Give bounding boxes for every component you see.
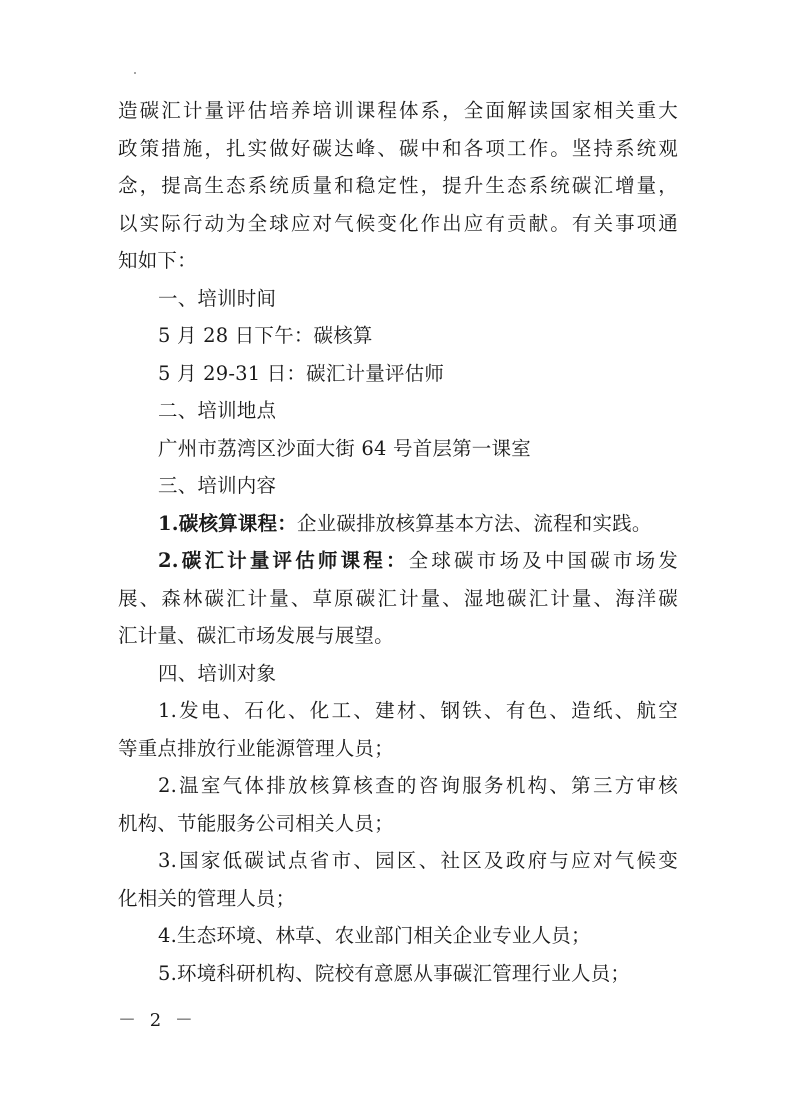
course-item bbox=[118, 505, 678, 543]
intro-line: 造碳汇计量评估培养培训课程体系，全面解读国家相关重大 bbox=[118, 99, 678, 122]
course-title: 2.碳汇计量评估师课程： bbox=[158, 549, 409, 572]
scan-speck bbox=[134, 72, 136, 74]
audience-item: 4.生态环境、林草、农业部门相关企业专业人员； bbox=[158, 924, 591, 947]
schedule-item: 5 月 29-31 日：碳汇计量评估师 bbox=[158, 361, 445, 385]
page-body bbox=[118, 92, 678, 992]
audience-item: 2.温室气体排放核算核查的咨询服务机构、第三方审核 bbox=[158, 774, 678, 797]
location-address: 广州市荔湾区沙面大街 64 号首层第一课室 bbox=[158, 436, 531, 460]
intro-line: 念，提高生态系统质量和稳定性，提升生态系统碳汇增量， bbox=[118, 174, 678, 197]
course-item bbox=[118, 542, 678, 580]
course-description-line: 汇计量、碳汇市场发展与展望。 bbox=[118, 624, 394, 647]
course-description: 企业碳排放核算基本方法、流程和实践。 bbox=[296, 511, 652, 535]
section-heading-content: 三、培训内容 bbox=[158, 474, 277, 497]
audience-item: 3.国家低碳试点省市、园区、社区及政府与应对气候变 bbox=[158, 849, 678, 872]
section-heading-location: 二、培训地点 bbox=[158, 399, 277, 422]
audience-item-continuation: 等重点排放行业能源管理人员； bbox=[118, 736, 394, 760]
schedule-item: 5 月 28 日下午：碳核算 bbox=[158, 324, 373, 347]
course-title: 1.碳核算课程： bbox=[158, 511, 297, 535]
audience-item: 5.环境科研机构、院校有意愿从事碳汇管理行业人员； bbox=[158, 961, 631, 985]
audience-item: 1.发电、石化、化工、建材、钢铁、有色、造纸、航空 bbox=[158, 699, 678, 722]
intro-line: 知如下： bbox=[118, 249, 197, 272]
section-heading-time: 一、培训时间 bbox=[158, 286, 277, 310]
page-number: － 2 － bbox=[118, 1010, 197, 1031]
intro-line: 政策措施，扎实做好碳达峰、碳中和各项工作。坚持系统观 bbox=[118, 136, 678, 160]
audience-item-continuation: 机构、节能服务公司相关人员； bbox=[118, 811, 394, 835]
section-heading-audience: 四、培训对象 bbox=[158, 661, 277, 685]
intro-line: 以实际行动为全球应对气候变化作出应有贡献。有关事项通 bbox=[118, 211, 678, 235]
course-description: 全球碳市场及中国碳市场发 bbox=[408, 549, 678, 572]
course-description-line: 展、森林碳汇计量、草原碳汇计量、湿地碳汇计量、海洋碳 bbox=[118, 586, 678, 610]
audience-item-continuation: 化相关的管理人员； bbox=[118, 886, 296, 910]
